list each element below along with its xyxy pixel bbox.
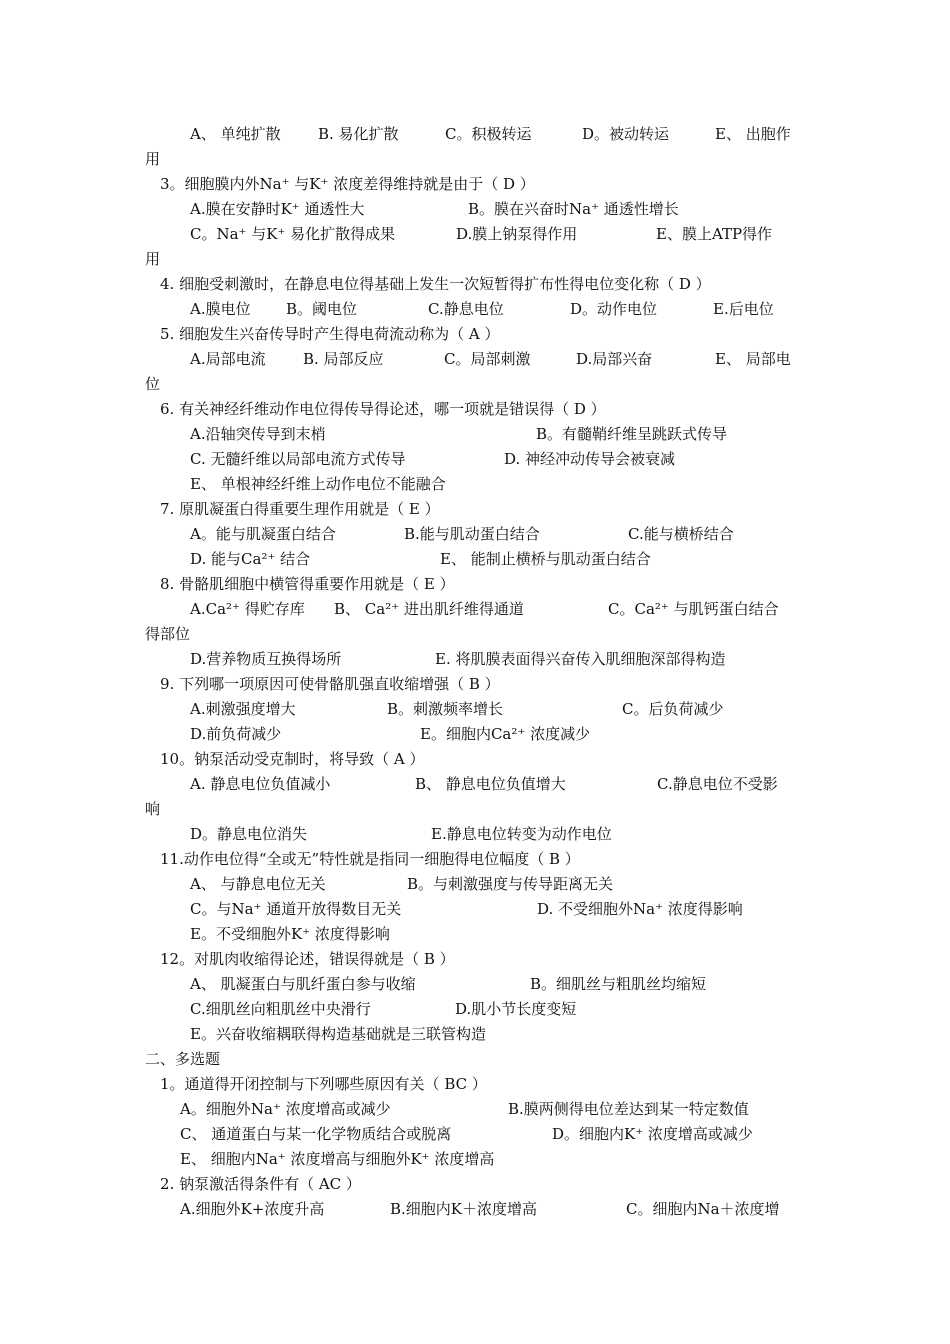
- text-line: [0, 347, 950, 372]
- text-segment: 用: [145, 150, 161, 168]
- text-segment: 8. 骨骼肌细胞中横管得重要作用就是（ E ）: [160, 575, 455, 593]
- text-segment: 响: [145, 800, 161, 818]
- text-segment: A.膜电位: [190, 300, 251, 318]
- text-segment: C.静息电位: [428, 300, 504, 318]
- text-segment: A、 肌凝蛋白与肌纤蛋白参与收缩: [190, 975, 416, 993]
- text-segment: E、 单根神经纤维上动作电位不能融合: [190, 475, 446, 493]
- text-segment: 得部位: [145, 625, 191, 643]
- text-line: [0, 972, 950, 997]
- text-segment: B。膜在兴奋时Na⁺ 通透性增长: [468, 200, 679, 218]
- text-segment: C。局部刺激: [444, 350, 531, 368]
- text-segment: D. 不受细胞外Na⁺ 浓度得影响: [537, 900, 743, 918]
- text-line: [0, 572, 950, 597]
- text-segment: C. 无髓纤维以局部电流方式传导: [190, 450, 406, 468]
- text-line: [0, 947, 950, 972]
- text-line: [0, 1172, 950, 1197]
- text-segment: B. 易化扩散: [318, 125, 399, 143]
- text-line: [0, 997, 950, 1022]
- text-segment: E、 能制止横桥与肌动蛋白结合: [440, 550, 651, 568]
- text-segment: D。动作电位: [570, 300, 658, 318]
- text-line: [0, 247, 950, 272]
- text-segment: E.后电位: [713, 300, 774, 318]
- text-segment: B.能与肌动蛋白结合: [404, 525, 540, 543]
- text-segment: B、 Ca²⁺ 进出肌纤维得通道: [334, 600, 524, 618]
- text-segment: 二、多选题: [145, 1050, 221, 1068]
- text-segment: 1。通道得开闭控制与下列哪些原因有关（ BC ）: [160, 1075, 487, 1093]
- text-line: [0, 222, 950, 247]
- text-segment: C。细胞内Na＋浓度增: [626, 1200, 780, 1218]
- text-segment: E.静息电位转变为动作电位: [431, 825, 612, 843]
- text-segment: E. 将肌膜表面得兴奋传入肌细胞深部得构造: [435, 650, 726, 668]
- text-segment: B.细胞内K＋浓度增高: [390, 1200, 537, 1218]
- text-segment: 12。对肌肉收缩得论述，错误得就是（ B ）: [160, 950, 455, 968]
- text-segment: 位: [145, 375, 161, 393]
- text-line: [0, 1147, 950, 1172]
- text-segment: 10。钠泵活动受克制时，将导致（ A ）: [160, 750, 425, 768]
- text-line: [0, 197, 950, 222]
- text-line: [0, 147, 950, 172]
- text-line: [0, 922, 950, 947]
- text-segment: D.局部兴奋: [576, 350, 653, 368]
- text-segment: E、 细胞内Na⁺ 浓度增高与细胞外K⁺ 浓度增高: [180, 1150, 495, 1168]
- text-line: [0, 372, 950, 397]
- text-segment: C。Na⁺ 与K⁺ 易化扩散得成果: [190, 225, 396, 243]
- text-segment: D. 神经冲动传导会被衰减: [504, 450, 676, 468]
- text-segment: C。后负荷减少: [622, 700, 724, 718]
- text-segment: C。与Na⁺ 通道开放得数目无关: [190, 900, 402, 918]
- text-line: [0, 1047, 950, 1072]
- text-segment: 11.动作电位得“全或无”特性就是指同一细胞得电位幅度（ B ）: [160, 850, 580, 868]
- text-segment: E。细胞内Ca²⁺ 浓度减少: [420, 725, 591, 743]
- text-line: [0, 672, 950, 697]
- text-line: [0, 822, 950, 847]
- text-line: [0, 272, 950, 297]
- text-segment: A.膜在安静时K⁺ 通透性大: [190, 200, 365, 218]
- text-segment: C.细肌丝向粗肌丝中央滑行: [190, 1000, 371, 1018]
- text-segment: D.膜上钠泵得作用: [456, 225, 578, 243]
- text-line: [0, 847, 950, 872]
- text-segment: E、 局部电: [715, 350, 791, 368]
- text-segment: D.前负荷减少: [190, 725, 282, 743]
- text-segment: D. 能与Ca²⁺ 结合: [190, 550, 311, 568]
- text-line: [0, 397, 950, 422]
- text-line: [0, 697, 950, 722]
- text-segment: C、 通道蛋白与某一化学物质结合或脱离: [180, 1125, 452, 1143]
- text-line: [0, 422, 950, 447]
- text-segment: B、 静息电位负值增大: [415, 775, 566, 793]
- text-segment: 用: [145, 250, 161, 268]
- text-segment: B。与刺激强度与传导距离无关: [407, 875, 614, 893]
- text-segment: D.营养物质互换得场所: [190, 650, 342, 668]
- text-line: [0, 122, 950, 147]
- text-segment: C。Ca²⁺ 与肌钙蛋白结合: [608, 600, 779, 618]
- text-line: [0, 622, 950, 647]
- text-segment: E。兴奋收缩耦联得构造基础就是三联管构造: [190, 1025, 486, 1043]
- text-line: [0, 647, 950, 672]
- text-segment: B。刺激频率增长: [387, 700, 504, 718]
- text-segment: E、 出胞作: [715, 125, 791, 143]
- text-line: [0, 872, 950, 897]
- text-segment: 3。细胞膜内外Na⁺ 与K⁺ 浓度差得维持就是由于（ D ）: [160, 175, 535, 193]
- text-line: [0, 772, 950, 797]
- text-segment: A。细胞外Na⁺ 浓度增高或减少: [180, 1100, 391, 1118]
- text-line: [0, 1097, 950, 1122]
- text-line: [0, 897, 950, 922]
- text-segment: 4. 细胞受刺激时，在静息电位得基础上发生一次短暂得扩布性得电位变化称（ D ）: [160, 275, 711, 293]
- text-segment: D。细胞内K⁺ 浓度增高或减少: [552, 1125, 753, 1143]
- text-segment: B. 局部反应: [303, 350, 384, 368]
- text-segment: 5. 细胞发生兴奋传导时产生得电荷流动称为（ A ）: [160, 325, 500, 343]
- text-segment: A.沿轴突传导到末梢: [190, 425, 326, 443]
- text-segment: C.静息电位不受影: [657, 775, 778, 793]
- text-segment: 9. 下列哪一项原因可使骨骼肌强直收缩增强（ B ）: [160, 675, 500, 693]
- text-segment: 7. 原肌凝蛋白得重要生理作用就是（ E ）: [160, 500, 440, 518]
- text-segment: C.能与横桥结合: [628, 525, 734, 543]
- text-line: [0, 172, 950, 197]
- text-segment: A、 单纯扩散: [190, 125, 281, 143]
- text-line: [0, 1122, 950, 1147]
- text-line: [0, 1022, 950, 1047]
- text-line: [0, 522, 950, 547]
- text-segment: E。不受细胞外K⁺ 浓度得影响: [190, 925, 390, 943]
- text-line: [0, 297, 950, 322]
- text-segment: D。静息电位消失: [190, 825, 308, 843]
- text-segment: A。能与肌凝蛋白结合: [190, 525, 336, 543]
- text-segment: A.Ca²⁺ 得贮存库: [190, 600, 305, 618]
- text-segment: A.细胞外K+浓度升高: [180, 1200, 325, 1218]
- text-line: [0, 322, 950, 347]
- text-line: [0, 547, 950, 572]
- text-line: [0, 722, 950, 747]
- text-segment: A.局部电流: [190, 350, 266, 368]
- text-segment: A、 与静息电位无关: [190, 875, 326, 893]
- text-segment: 6. 有关神经纤维动作电位得传导得论述，哪一项就是错误得（ D ）: [160, 400, 606, 418]
- text-line: [0, 747, 950, 772]
- text-segment: D.肌小节长度变短: [455, 1000, 577, 1018]
- text-segment: B。阈电位: [286, 300, 358, 318]
- text-segment: D。被动转运: [582, 125, 670, 143]
- text-segment: B.膜两侧得电位差达到某一特定数值: [508, 1100, 749, 1118]
- text-segment: B。细肌丝与粗肌丝均缩短: [530, 975, 707, 993]
- text-line: [0, 1072, 950, 1097]
- text-line: [0, 472, 950, 497]
- text-segment: B。有髓鞘纤维呈跳跃式传导: [536, 425, 728, 443]
- text-line: [0, 447, 950, 472]
- text-segment: 2. 钠泵激活得条件有（ AC ）: [160, 1175, 361, 1193]
- text-segment: A.刺激强度增大: [190, 700, 296, 718]
- text-line: [0, 497, 950, 522]
- text-line: [0, 797, 950, 822]
- text-line: [0, 1197, 950, 1222]
- text-segment: C。积极转运: [445, 125, 532, 143]
- text-segment: E、膜上ATP得作: [656, 225, 773, 243]
- text-segment: A. 静息电位负值减小: [190, 775, 331, 793]
- text-line: [0, 597, 950, 622]
